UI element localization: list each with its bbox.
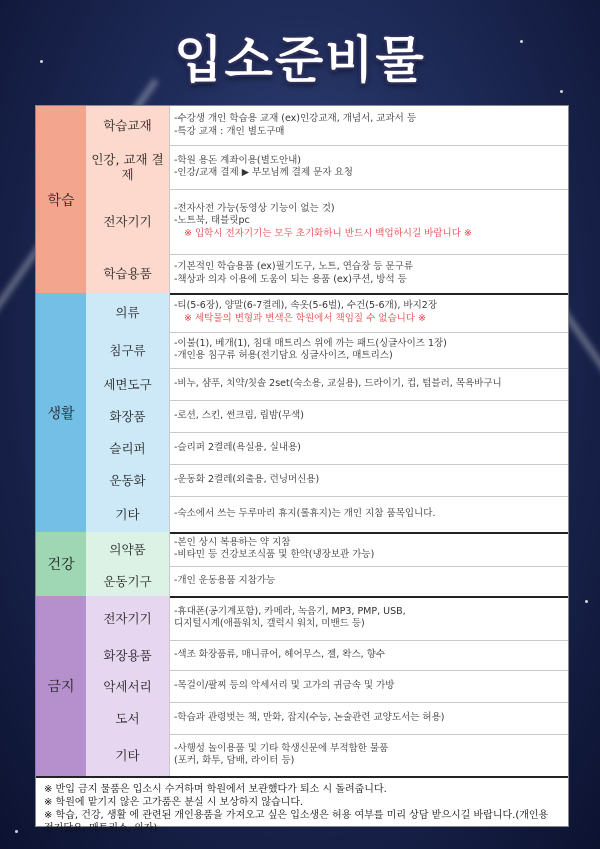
warning-text: ※ 세탁물의 변형과 변색은 학원에서 책임질 수 없습니다 ※ — [184, 312, 426, 324]
item-label: 인강, 교재 결제 — [86, 145, 170, 189]
category-label: 생활 — [36, 293, 86, 532]
item-label: 의약품 — [86, 532, 170, 566]
description-line: -수강생 개인 학습용 교재 (ex)인강교재, 개념서, 교과서 등 — [174, 113, 417, 125]
table-row — [86, 432, 568, 465]
table-row — [86, 293, 568, 333]
item-description — [174, 189, 564, 254]
item-description — [174, 254, 564, 293]
item-label: 기타 — [86, 734, 170, 776]
table-row — [86, 368, 568, 401]
description-line: 디지털시계(애플워치, 갤럭시 워치, 미밴드 등) — [174, 618, 365, 629]
table-row — [86, 702, 568, 735]
description-line: -숙소에서 쓰는 두루마리 휴지(롤휴지)는 개인 지참 품목입니다. — [174, 507, 436, 519]
table-row — [86, 189, 568, 255]
section-3 — [36, 596, 568, 778]
note-line: ※ 학원에 맡기지 않은 고가품은 분실 시 보상하지 않습니다. — [44, 797, 304, 808]
star — [585, 600, 588, 603]
item-description — [174, 400, 564, 432]
table-row — [86, 734, 568, 776]
description-line: -이불(1), 베개(1), 침대 매트리스 위에 까는 패드(싱글사이즈 1장) — [174, 337, 447, 349]
description-line: -운동화 2켤레(외출용, 런닝머신용) — [174, 473, 320, 485]
table-row — [86, 106, 568, 146]
star — [15, 830, 18, 833]
item-label: 운동화 — [86, 464, 170, 496]
item-description — [174, 702, 564, 734]
description-line: -휴대폰(공기계포함), 카메라, 녹음기, MP3, PMP, USB, — [174, 605, 406, 617]
description-line: -인강/교재 결제 ▶ 부모님께 결제 문자 요청 — [174, 167, 353, 178]
table-row — [86, 566, 568, 596]
note-line: ※ 학습, 건강, 생활 에 관련된 개인용품을 가져오고 싶은 입소생은 허용 여부를 미리 상담 받으시길 바랍니다.(개인용 전기담요, 매트리스, 의자) — [44, 810, 549, 834]
item-description — [174, 596, 564, 640]
item-description — [174, 566, 564, 596]
table-row — [86, 400, 568, 433]
description-line: -로션, 스킨, 썬크림, 립밤(무색) — [174, 409, 304, 421]
table-row — [86, 670, 568, 703]
description-line: -학원 용돈 계좌이용(별도안내) — [174, 154, 302, 166]
item-description — [174, 734, 564, 776]
item-label: 운동기구 — [86, 566, 170, 596]
description-line: -기본적인 학습용품 (ex)필기도구, 노트, 연습장 등 문구류 — [174, 261, 414, 273]
category-label: 금지 — [36, 596, 86, 776]
item-description — [174, 332, 564, 368]
description-line: -색조 화장품류, 매니큐어, 헤어무스, 젤, 왁스, 향수 — [174, 648, 386, 660]
table-row — [86, 532, 568, 567]
section-0 — [36, 106, 568, 295]
description-line: -목걸이/팔찌 등의 악세서리 및 고가의 귀금속 및 가방 — [174, 679, 395, 691]
section-2 — [36, 532, 568, 598]
description-line: (포커, 화투, 담배, 라이터 등) — [174, 755, 295, 766]
description-line: -사행성 놀이용품 및 기타 학생신문에 부적합한 물품 — [174, 742, 389, 754]
page-title: 입소준비물 — [174, 31, 426, 89]
description-line: -노트북, 태블릿pc — [174, 215, 250, 227]
description-line: -개인용 침구류 허용(전기담요 싱글사이즈, 매트리스) — [174, 350, 393, 361]
item-label: 화장용품 — [86, 640, 170, 670]
item-label: 의류 — [86, 293, 170, 332]
item-label: 기타 — [86, 496, 170, 532]
description-line: -학습과 관령벗는 책, 만화, 잡지(수능, 논술관련 교양도서는 허용) — [174, 711, 445, 723]
item-description — [174, 496, 564, 532]
item-label: 화장품 — [86, 400, 170, 432]
description-line: -슬리퍼 2켤레(욕실용, 실내용) — [174, 441, 301, 453]
description-line: -개인 운동용품 지참가능 — [174, 574, 276, 586]
item-label: 슬리퍼 — [86, 432, 170, 464]
description-line: -티(5-6장), 양말(6-7켤레), 속옷(5-6벌), 수건(5-6개), 바지2장 — [174, 300, 438, 312]
category-label: 건강 — [36, 532, 86, 596]
checklist-sheet — [35, 105, 569, 834]
item-description — [174, 640, 564, 670]
item-label: 전자기기 — [86, 189, 170, 254]
description-line: -책상과 의자 이용에 도움이 되는 용품 (ex)쿠션, 방석 등 — [174, 273, 407, 285]
description-line: -비타민 등 건강보조식품 및 한약(냉장보관 가능) — [174, 549, 375, 560]
category-label: 학습 — [36, 106, 86, 293]
item-description — [174, 145, 564, 189]
table-row — [86, 332, 568, 369]
notes-box — [36, 776, 568, 834]
item-description — [174, 293, 564, 332]
table-row — [86, 254, 568, 293]
item-label: 침구류 — [86, 332, 170, 368]
item-label: 학습용품 — [86, 254, 170, 293]
table-row — [86, 145, 568, 190]
item-description — [174, 464, 564, 496]
table-row — [86, 640, 568, 671]
item-description — [174, 532, 564, 566]
description-line: -전자사전 가능(동영상 기능이 없는 것) — [174, 202, 335, 214]
section-1 — [36, 293, 568, 534]
table-row — [86, 496, 568, 532]
item-label: 학습교재 — [86, 106, 170, 145]
item-label: 세면도구 — [86, 368, 170, 400]
table-row — [86, 596, 568, 641]
warning-text: ※ 입학시 전자기기는 모두 초기화하니 반드시 백업하시길 바랍니다 ※ — [184, 227, 472, 239]
item-description — [174, 106, 564, 145]
item-label: 도서 — [86, 702, 170, 734]
table-row — [86, 464, 568, 497]
item-label: 악세서리 — [86, 670, 170, 702]
description-line: -특강 교재 : 개인 별도구매 — [174, 125, 285, 137]
item-description — [174, 432, 564, 464]
item-description — [174, 368, 564, 400]
note-line: ※ 반입 금지 물품은 입소시 수거하며 학원에서 보관했다가 퇴소 시 돌려줍니다. — [44, 784, 387, 795]
item-label: 전자기기 — [86, 596, 170, 640]
description-line: -본인 상시 복용하는 약 지참 — [174, 536, 291, 548]
description-line: -비누, 샴푸, 치약/칫솔 2set(숙소용, 교실용), 드라이기, 컵, 텀블러, 목욕바구니 — [174, 377, 502, 389]
item-description — [174, 670, 564, 702]
